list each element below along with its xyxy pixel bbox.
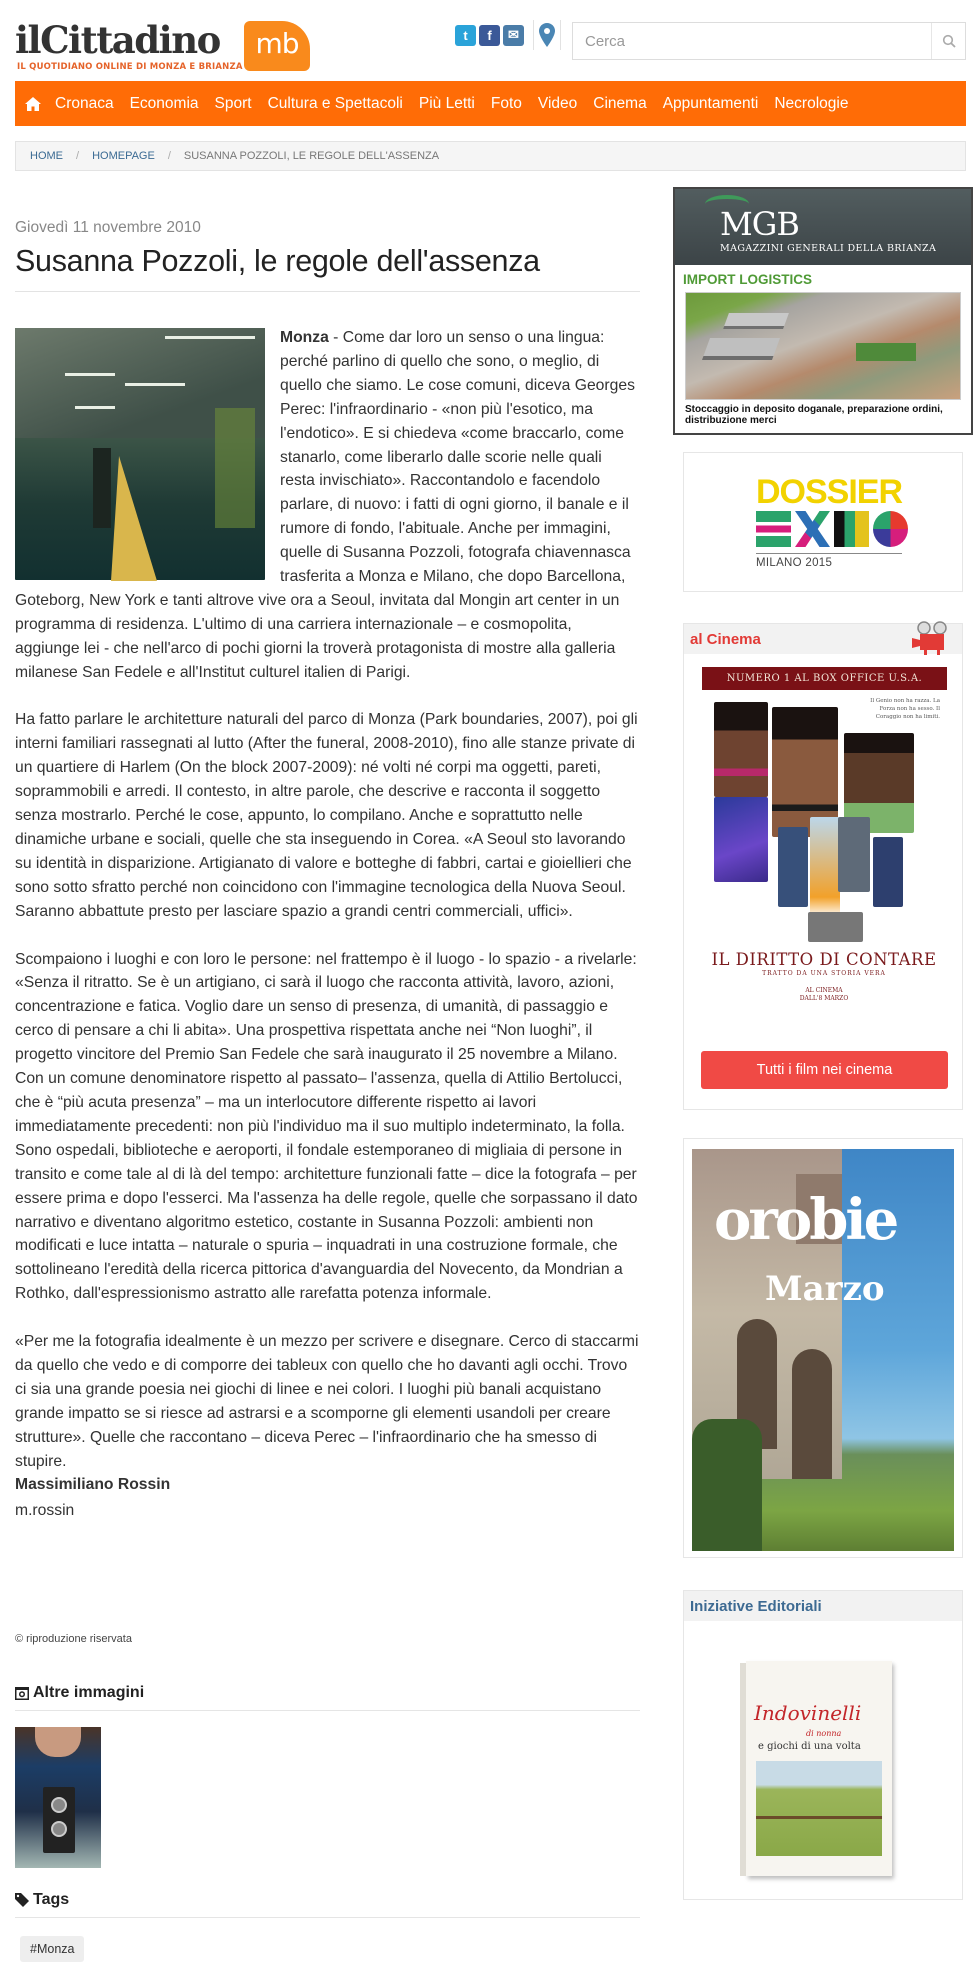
book-cover[interactable]: [746, 1661, 892, 1876]
film-projector-icon: [912, 620, 952, 656]
expo-logo: [756, 511, 908, 547]
article-paragraph: «Per me la fotografia idealmente è un mezzo per scrivere e disegnare. Cerco di staccarmi da quello che vedo e di comporre dei tableux con quello che ho davanti agli occhi. Trovo ci sia una grande poesia nei giochi di linee e nei colori. I luoghi più banali acquistano grande impatto se si riesce ad astrarsi e a scomporne gli elementi usandoli per creare strutture». Quelle che raccontano – diceva Perec – l'infraordinario che ha smesso di stupire.: [15, 1333, 639, 1470]
iniziative-editoriali-widget: [683, 1590, 963, 1900]
book-illustration: [756, 1761, 882, 1856]
breadcrumb-current: SUSANNA POZZOLI, LE REGOLE DELL'ASSENZA: [183, 150, 440, 162]
mgb-aerial-photo: [685, 292, 961, 400]
nav-item-cinema[interactable]: Cinema: [593, 94, 647, 112]
divider: [15, 291, 640, 292]
article-username: m.rossin: [15, 1502, 75, 1520]
poster-title: IL DIRITTO DI CONTARE: [711, 950, 937, 969]
nav-item-cronaca[interactable]: Cronaca: [55, 94, 114, 112]
article-dateline: Monza: [280, 329, 329, 346]
site-logo[interactable]: [15, 18, 305, 74]
nav-item-foto[interactable]: Foto: [490, 94, 522, 112]
mail-icon[interactable]: ✉: [503, 25, 524, 46]
cinema-widget: [683, 623, 963, 1110]
movie-poster[interactable]: [698, 667, 950, 1002]
poster-band: NUMERO 1 AL BOX OFFICE U.S.A.: [702, 667, 947, 690]
nav-item-economia[interactable]: Economia: [129, 94, 199, 112]
expo-title: DOSSIER: [756, 473, 903, 511]
main-nav: [15, 81, 966, 126]
home-icon[interactable]: [25, 96, 41, 112]
gallery-thumbnail[interactable]: [15, 1727, 101, 1868]
poster-subtitle: TRATTO DA UNA STORIA VERA: [762, 970, 886, 977]
nav-item-cultura[interactable]: Cultura e Spettacoli: [267, 94, 403, 112]
search-box: [572, 22, 966, 60]
orobie-banner[interactable]: [683, 1138, 963, 1558]
breadcrumb-separator: /: [76, 150, 80, 162]
tag-icon: [15, 1893, 29, 1907]
logo-badge: mb: [244, 21, 310, 71]
mgb-header: [675, 189, 971, 265]
twitter-icon[interactable]: t: [455, 25, 476, 46]
nav-item-sport[interactable]: Sport: [214, 94, 252, 112]
breadcrumb-home[interactable]: HOME: [30, 150, 63, 162]
article-paragraph: Scompaiono i luoghi e con loro le persone: nel frattempo è il luogo - lo spazio - a rivelarle: «Senza il ritratto. Se è un artigiano, ci sarà il luogo che racconta attività, lavoro, azioni, concentrazione e fatica. Voglio dare un senso di presenza, di umanità, di passaggio e cerco di pensare a chi li abita». Una prospettiva rispettata anche nei “Non luoghi”, il progetto vincitore del Premio San Fedele che sarà inaugurato il 25 novembre a Milano. Con un comune denominatore rispetto al passato– l'assenza, quella di Attilio Bertolucci, che è “più acuta presenza” – ma un interlocutore differente rispetto ai lavori immediatamente precedenti: non più l'individuo ma il suo multiplo indeterminato, la folla. Sono ospedali, biblioteche e aeroporti, il fondale estemporaneo di migliaia di persone in transito e come tale al di là del tempo: architetture funzionali fatte – dice la fotografa – per essere prima e dopo l'esserci. Ma l'assenza ha delle regole, quelle che sorpassano il dato narrativo e diventano algoritmo estetico, costante in Susanna Pozzoli: ambienti non modificati e luce intatta – naturale o spuria – inquadrati in una costruzione formale, che sottolineano l'eredità della ricerca pittorica d'avanguardia del Novecento, da Mondrian a Rothko, dall'espressionismo astratto alle rarefatta potenza informale.: [15, 950, 638, 1303]
orobie-title: orobie: [714, 1187, 897, 1253]
article-date: Giovedì 11 novembre 2010: [15, 219, 201, 236]
book-title: Indovinelli: [754, 1701, 862, 1725]
breadcrumb-separator: /: [167, 150, 171, 162]
nav-item-video[interactable]: Video: [537, 94, 578, 112]
gallery-heading-text: Altre immagini: [33, 1684, 145, 1701]
nav-item-appuntamenti[interactable]: Appuntamenti: [662, 94, 759, 112]
article-title: Susanna Pozzoli, le regole dell'assenza: [15, 244, 540, 278]
nav-item-piu-letti[interactable]: Più Letti: [418, 94, 475, 112]
search-button[interactable]: [931, 23, 965, 59]
mgb-caption: Stoccaggio in deposito doganale, preparazione ordini, distribuzione merci: [685, 404, 943, 426]
divider: [533, 20, 534, 50]
tags-section: [15, 1891, 640, 1918]
copyright-notice: © riproduzione riservata: [15, 1633, 132, 1645]
search-icon: [942, 34, 956, 48]
article-paragraph: Ha fatto parlare le architetture naturali del parco di Monza (Park boundaries, 2007), poi gli interni familiari rassegnati al lutto (After the funeral, 2008-2010), fino alle stanze private di un quartiere di Harlem (On the block 2007-2009): né volti né corpi ma oggetti, pareti, soprammobili e arredi. Il contesto, in altre parole, che descrive e racconta il soggetto senza mostrarlo. Perché le cose, appunto, lo compilano. Anche e soprattutto nelle dinamiche urbane e sociali, quelle che sta inseguendo in Corea. «A Seoul sto lavorando su identità in disparizione. Artigianato di valore e botteghe di fabbri, cartai e gioiellieri che sono sotto sfratto perché non coincidono con l'immagine tecnologica della Nuova Seoul. Saranno abbattute presto per lasciare spazio a grandi centri commerciali, uffici».: [15, 711, 638, 920]
poster-tagline: Il Genio non ha razza. La Forza non ha sesso. Il Coraggio non ha limiti.: [870, 698, 940, 720]
book-title-di: di nonna: [806, 1729, 842, 1738]
breadcrumb-homepage[interactable]: HOMEPAGE: [92, 150, 155, 162]
divider: [15, 1917, 640, 1918]
location-pin-icon[interactable]: [537, 22, 557, 48]
divider: [15, 1710, 640, 1711]
article-author: Massimiliano Rossin: [15, 1476, 171, 1494]
nav-item-necrologie[interactable]: Necrologie: [774, 94, 849, 112]
search-input[interactable]: [573, 23, 931, 59]
divider: [756, 553, 902, 554]
expo-subtitle: MILANO 2015: [756, 557, 833, 569]
iniziative-heading: Iniziative Editoriali: [684, 1591, 962, 1621]
orobie-month: Marzo: [765, 1269, 885, 1309]
social-links: [455, 22, 561, 48]
article-lead-text: - Come dar loro un senso o una lingua: perché parlino di quello che sono, o meglio, di quello che siamo. Le cose comuni, diceva Georges Perec: l'infraordinario - «non più l'esotico, ma l'endotico». E si chiedeva «come braccarlo, come stanarlo, come liberarlo dalle scorie nelle quali resta invischiato». Raccontandolo e facendolo parlare, di nuovo: i fatti di ogni giorno, il banale e il rumore di fondo, l'abituale. Anche per immagini, quelle di Susanna Pozzoli, fotografa chiavennasca trasferita a Monza e Milano, che dopo Barcellona, Goteborg, New York e tanti altrove vive ora a Seoul, invitata dal Mongin art center in un programma di residenza. L'ultimo di una carriera internazionale – e cosmopolita, aggiunge lei - che nell'arco di pochi giorni la troverà protagonista di mostre alla galleria milanese San Fedele e all'Institut culturel italien di Parigi.: [15, 329, 635, 681]
cinema-heading: [684, 624, 962, 654]
mgb-headline: IMPORT LOGISTICS: [683, 272, 813, 287]
tag-monza[interactable]: #Monza: [20, 1936, 84, 1962]
divider: [560, 20, 561, 50]
article-main-image[interactable]: [15, 328, 265, 580]
camera-icon: [15, 1687, 29, 1700]
all-films-button[interactable]: Tutti i film nei cinema: [701, 1051, 948, 1089]
mgb-subtitle: MAGAZZINI GENERALI DELLA BRIANZA: [720, 243, 937, 254]
orobie-cover-image: [692, 1149, 954, 1551]
logo-wordmark: ilCittadino: [15, 18, 220, 62]
facebook-icon[interactable]: f: [479, 25, 500, 46]
gallery-section: [15, 1684, 640, 1711]
tags-heading-text: Tags: [33, 1891, 70, 1908]
book-subtitle: e giochi di una volta: [758, 1741, 861, 1752]
poster-release: AL CINEMA DALL'8 MARZO: [799, 987, 849, 1002]
breadcrumb: [15, 141, 966, 171]
dossier-expo-banner[interactable]: [683, 452, 963, 592]
mgb-ad-banner[interactable]: [673, 187, 973, 435]
cinema-heading-text: al Cinema: [690, 630, 761, 648]
logo-tagline: IL QUOTIDIANO ONLINE DI MONZA E BRIANZA: [17, 62, 243, 72]
mgb-logo: MGB: [720, 205, 799, 243]
article-body: [15, 326, 640, 1523]
tags-heading: [15, 1891, 640, 1909]
gallery-heading: [15, 1684, 640, 1702]
